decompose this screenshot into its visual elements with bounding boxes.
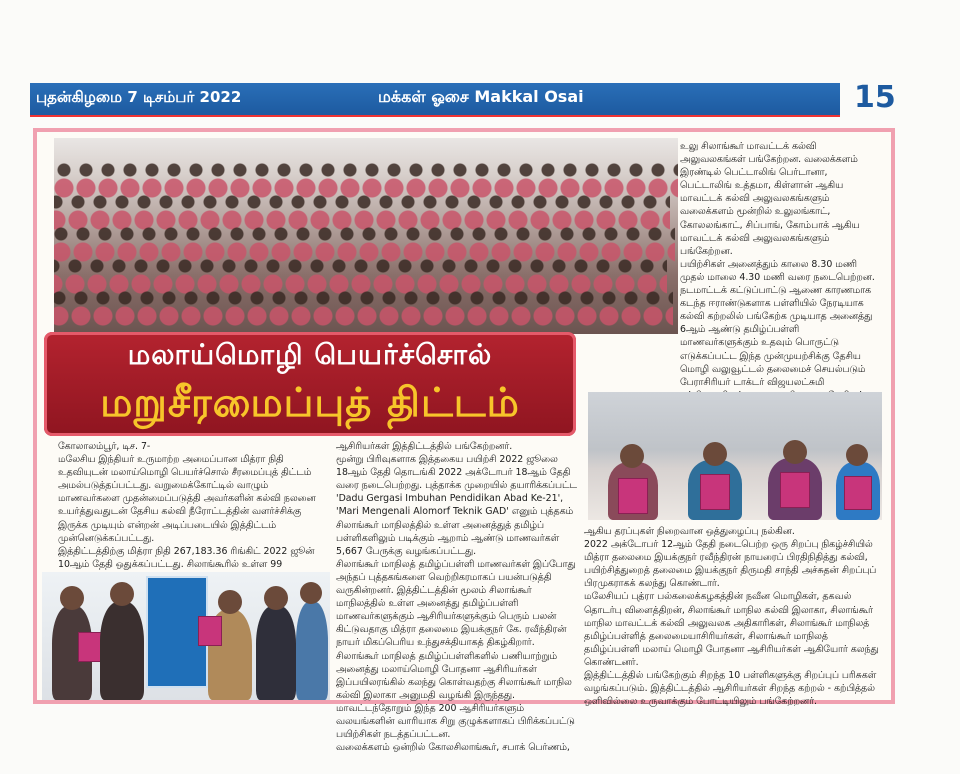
newspaper-brand: மக்கள் ஓசை Makkal Osai (378, 87, 584, 106)
event-photo (42, 572, 330, 700)
headline-line2: மறுசீரமைப்புத் திட்டம் (100, 380, 520, 426)
article-column-4 (584, 525, 882, 708)
paragraph: சிலாங்கூர் மாநிலத் தமிழ்ப்பள்ளி மாணவர்கள் இப்போது அந்தப் புத்தகங்களை வெற்றிகரமாகப் பயன்படுத்தி வருகின்றனர். இத்திட்டத்தின் மூலம் சிலாங்கூர் மாநிலத்தில் உள்ள அனைத்து தமிழ்ப்பள்ளி மாணவர்களுக்கும் ஆசிரியர்களுக்கும் பெரும் பலன் கிட்டுவதாகு மித்ரா தலைமை இயக்குநர் கே. ரவீந்திரன் நாயர் மிகப்பெரிய உந்துசக்தியாகத் திகழ்கிறார். (336, 558, 576, 649)
masthead (30, 83, 840, 117)
paragraph: வலைக்களம் ஒன்றில் கோலசிலாங்கூர், சபாக் பெர்ணம், (336, 742, 570, 754)
group-photo (54, 138, 678, 334)
article-column-1 (58, 440, 328, 584)
dateline: கோலாலம்பூர், டிச. 7- (58, 441, 151, 452)
issue-date: புதன்கிழமை 7 டிசம்பர் 2022 (36, 88, 242, 106)
paragraph: சிலாங்கூர் மாநிலத் தமிழ்ப்பள்ளிகளில் பணியாற்றும் அனைத்து மலாய்மொழி போதனா ஆசிரியர்கள் இப்பயிலரங்கில் கலந்து கொள்வதற்கு சிலாங்கூர் மாநில கல்வி இலாகா அனுமதி வழங்கி இருந்தது. (336, 650, 572, 701)
paragraph: இத்திட்டத்திற்கு மித்ரா நிதி 267,183.36 ரிங்கிட் 2022 ஜூன் 10ஆம் தேதி ஒதுக்கப்பட்டது. சிலாங்கூரில் உள்ள 99 (58, 545, 315, 570)
page-number: 15 (854, 80, 896, 115)
paragraph: மலேசியப் புத்ரா பல்கலைக்கழகத்தின் நவீன மொழிகள், தகவல் தொடர்பு விளைத்திறன், சிலாங்கூர் மாநில கல்வி இலாகா, சிலாங்கூர் மாநில மாவட்டக் கல்வி அலுவலக அதிகாரிகள், சிலாங்கூர் மாநிலத் தமிழ்ப்பள்ளித் தலைமையாசிரியர்கள், சிலாங்கூர் மாநிலத் தமிழ்ப்பள்ளி மலாய் மொழி போதனா ஆசிரியர்கள் ஆகியோர் கலந்து கொண்டனர். (584, 591, 879, 668)
paragraph: ஆசிரியர்கள் இத்திட்டத்தில் பங்கேற்றனர். (336, 441, 513, 452)
classroom-photo (588, 392, 882, 520)
paragraph: மாவட்டந்தோறும் இந்த 200 ஆசிரியர்களும் வலயங்களின் வாரியாக சிறு குழுக்களாகப் பிரிக்கப்பட்டு பயிற்சிகள் நடத்தப்பட்டன. (336, 702, 575, 741)
headline-line1: மலாய்மொழி பெயர்ச்சொல் (127, 338, 493, 371)
paragraph: 2022 அக்டோபர் 12ஆம் தேதி நடைபெற்ற ஒரு சிறப்பு நிகழ்ச்சியில் மித்ரா தலைமை இயக்குநர் ரவீந்திரன் நாயரைப் பிரதிநிதித்து கல்வி, பயிற்சித்துறைத் தலைமை இயக்குநர் திருமதி சாந்தி அச்சுதன் சிறப்புப் பிரமுகராகக் கலந்து கொண்டார். (584, 539, 877, 590)
paragraph: உலு சிலாங்கூர் மாவட்டக் கல்வி அலுவலகங்கள் பங்கேற்றன. வலைக்களம் இரண்டில் பெட்டாலிங் பெர்டானா, பெட்டாலிங் உத்தமா, கிள்ளான் ஆகிய மாவட்டக் கல்வி அலுவலகங்களும் வலைக்களம் மூன்றில் உலுலங்காட், கோலலங்காட், சிப்பாங், கோம்பாக் ஆகிய மாவட்டக் கல்வி அலுவலகங்களும் பங்கேற்றன. (680, 141, 860, 257)
paragraph: மூன்று பிரிவுகளாக இத்தகைய பயிற்சி 2022 ஜூலை 18ஆம் தேதி தொடங்கி 2022 அக்டோபர் 18ஆம் தேதி வரை நடைபெற்றது. புத்தாக்க முறையில் தயாரிக்கப்பட்ட 'Dadu Gergasi Imbuhan Pendidikan Abad Ke-21', 'Mari Mengenali Alomorf Teknik GAD' எனும் புத்தகம் சிலாங்கூர் மாநிலத்தில் உள்ள அனைத்துத் தமிழ்ப் பள்ளிகளிலும் படிக்கும் ஆறாம் ஆண்டு மாணவர்கள் 5,667 பேருக்கு வழங்கப்பட்டது. (336, 454, 577, 557)
article-column-2 (336, 440, 580, 754)
paragraph: மலேசிய இந்தியர் உருமாற்ற அமைப்பான மித்ரா நிதி உதவியுடன் மலாய்மொழி பெயர்ச்சொல் சீரமைப்புத் திட்டம் அமல்படுத்தப்பட்டது. வறுமைக்கோட்டில் வாழும் மாணவர்களை முதன்மைப்படுத்தி அவர்களின் கல்வி நலனை உயர்த்துவதுடன் தேசிய கல்வி நீரோட்டத்தின் வளர்ச்சிக்கு இருக்க முடியும் என்றன் அடிப்படையில் இத்திட்டம் முன்னெடுக்கப்பட்டது. (58, 454, 316, 544)
headline-banner (44, 332, 576, 436)
paragraph: இத்திட்டத்தில் பங்கேற்கும் சிறந்த 10 பள்ளிகளுக்கு சிறப்புப் பரிசுகள் வழங்கப்படும். இத்திட்டத்தில் ஆசிரியர்கள் சிறந்த கற்றல் - கற்பித்தல் ஒளிவில்லை உருவாக்கும் போட்டியிலும் பங்கேற்றனர். (584, 670, 877, 708)
paragraph: பயிற்சிகள் அனைத்தும் காலை 8.30 மணி முதல் மாலை 4.30 மணி வரை நடைபெற்றன. நடமாட்டக் கட்டுப்பாட்டு ஆணை காரணமாக கடந்த ஈராண்டுகளாக பள்ளியில் நேரடியாக கல்வி கற்றலில் பங்கேற்க முடியாத அனைத்து 6ஆம் ஆண்டு தமிழ்ப்பள்ளி மாணவர்களுக்கும் உதவும் பொருட்டு எடுக்கப்பட்ட இந்த முன்முயற்சிக்கு தேசிய மொழி வலுவூட்டல் தலைமைச் செயல்படும் பேராசிரியர் டாக்டர் விஜயலட்சுமி (680, 258, 875, 388)
paragraph: ஆகிய தரப்புகள் நிறைவான ஒத்துழைப்பு நல்கின. (584, 526, 795, 537)
